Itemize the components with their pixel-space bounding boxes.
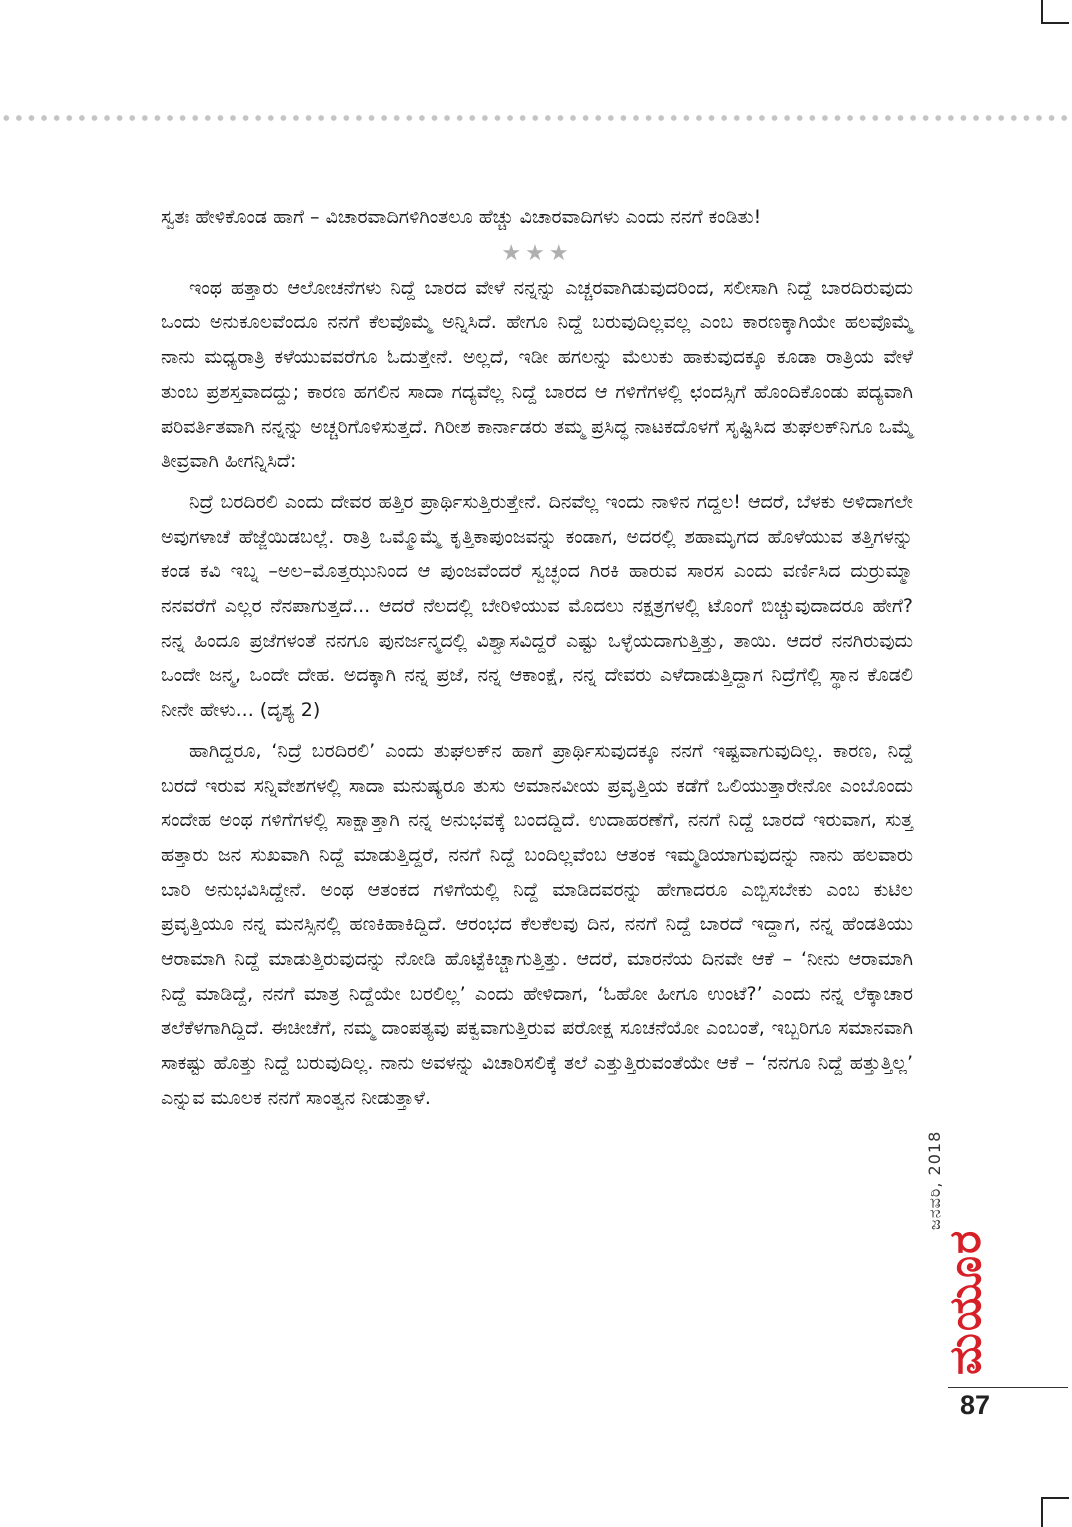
crop-mark-top [1041,0,1069,24]
magazine-logo: ಮಯೂರ [940,1228,991,1375]
quote-paragraph: ನಿದ್ರೆ ಬರದಿರಲಿ ಎಂದು ದೇವರ ಹತ್ತಿರ ಪ್ರಾರ್ಥಿಸುತ್ತಿರುತ್ತೇನೆ. ದಿನವೆಲ್ಲ ಇಂದು ನಾಳಿನ ಗದ್ದಲ! ಆದರೆ, ಬೆಳಕು ಅಳಿದಾಗಲೇ ಅವುಗಳಾಚೆ ಹೆಜ್ಜೆಯಿಡಬಲ್ಲೆ. ರಾತ್ರಿ ಒಮ್ಮೊಮ್ಮೆ ಕೃತ್ತಿಕಾಪುಂಜವನ್ನು ಕಂಡಾಗ, ಅದರಲ್ಲಿ ಶಹಾಮೃಗದ ಹೊಳೆಯುವ ತತ್ತಿಗಳನ್ನು ಕಂಡ ಕವಿ ಇಬ್ನ –ಅಲ–ಮೊತ್ತಝುನಿಂದ ಆ ಪುಂಜವೆಂದರೆ ಸ್ವಚ್ಛಂದ ಗಿರಕಿ ಹಾರುವ ಸಾರಸ ಎಂದು ವರ್ಣಿಸಿದ ದುರ್‍ರುಮ್ಮಾ ನನವರೆಗೆ ಎಲ್ಲರ ನೆನಪಾಗುತ್ತದೆ... ಆದರೆ ನೆಲದಲ್ಲಿ ಬೇರಿಳಿಯುವ ಮೊದಲು ನಕ್ಷತ್ರಗಳಲ್ಲಿ ಟೊಂಗೆ ಬಿಚ್ಚುವುದಾದರೂ ಹೇಗೆ? ನನ್ನ ಹಿಂದೂ ಪ್ರಜೆಗಳಂತೆ ನನಗೂ ಪುನರ್ಜನ್ಮದಲ್ಲಿ ವಿಶ್ವಾಸವಿದ್ದರೆ ಎಷ್ಟು ಒಳ್ಳೆಯದಾಗುತ್ತಿತ್ತು, ತಾಯಿ. ಆದರೆ ನನಗಿರುವುದು ಒಂದೇ ಜನ್ಮ, ಒಂದೇ ದೇಹ. ಅದಕ್ಕಾಗಿ ನನ್ನ ಪ್ರಜೆ, ನನ್ನ ಆಕಾಂಕ್ಷೆ, ನನ್ನ ದೇವರು ಎಳೆದಾಡುತ್ತಿದ್ದಾಗ ನಿದ್ರೆಗೆಲ್ಲಿ ಸ್ಥಾನ ಕೊಡಲಿ ನೀನೇ ಹೇಳು... (ದೃಶ್ಯ 2) [161,490,913,722]
footer-rule [948,1387,1068,1388]
dotted-divider [0,114,1072,122]
crop-mark-bottom [1041,1497,1069,1527]
lead-paragraph: ಸ್ವತಃ ಹೇಳಿಕೊಂಡ ಹಾಗೆ – ವಿಚಾರವಾದಿಗಳಿಗಿಂತಲೂ ಹೆಚ್ಚು ವಿಚಾರವಾದಿಗಳು ಎಂದು ನನಗೆ ಕಂಡಿತು! [161,206,762,228]
paragraph-3: ಹಾಗಿದ್ದರೂ, ‘ನಿದ್ರೆ ಬರದಿರಲಿ’ ಎಂದು ತುಘಲಕ್‌ನ ಹಾಗೆ ಪ್ರಾರ್ಥಿಸುವುದಕ್ಕೂ ನನಗೆ ಇಷ್ಟವಾಗುವುದಿಲ್ಲ. ಕಾರಣ, ನಿದ್ದೆ ಬರದೆ ಇರುವ ಸನ್ನಿವೇಶಗಳಲ್ಲಿ ಸಾದಾ ಮನುಷ್ಯರೂ ತುಸು ಅಮಾನವೀಯ ಪ್ರವೃತ್ತಿಯ ಕಡೆಗೆ ಒಲಿಯುತ್ತಾರೇನೋ ಎಂಬೊಂದು ಸಂದೇಹ ಅಂಥ ಗಳಿಗೆಗಳಲ್ಲಿ ಸಾಕ್ಷಾತ್ತಾಗಿ ನನ್ನ ಅನುಭವಕ್ಕೆ ಬಂದದ್ದಿದೆ. ಉದಾಹರಣೆಗೆ, ನನಗೆ ನಿದ್ದೆ ಬಾರದೆ ಇರುವಾಗ, ಸುತ್ತ ಹತ್ತಾರು ಜನ ಸುಖವಾಗಿ ನಿದ್ದೆ ಮಾಡುತ್ತಿದ್ದರೆ, ನನಗೆ ನಿದ್ದೆ ಬಂದಿಲ್ಲವೆಂಬ ಆತಂಕ ಇಮ್ಮಡಿಯಾಗುವುದನ್ನು ನಾನು ಹಲವಾರು ಬಾರಿ ಅನುಭವಿಸಿದ್ದೇನೆ. ಅಂಥ ಆತಂಕದ ಗಳಿಗೆಯಲ್ಲಿ ನಿದ್ದೆ ಮಾಡಿದವರನ್ನು ಹೇಗಾದರೂ ಎಬ್ಬಿಸಬೇಕು ಎಂಬ ಕುಟಿಲ ಪ್ರವೃತ್ತಿಯೂ ನನ್ನ ಮನಸ್ಸಿನಲ್ಲಿ ಹಣಕಿಹಾಕಿದ್ದಿದೆ. ಆರಂಭದ ಕೆಲಕೆಲವು ದಿನ, ನನಗೆ ನಿದ್ದೆ ಬಾರದೆ ಇದ್ದಾಗ, ನನ್ನ ಹೆಂಡತಿಯು ಆರಾಮಾಗಿ ನಿದ್ದೆ ಮಾಡುತ್ತಿರುವುದನ್ನು ನೋಡಿ ಹೊಟ್ಟೆಕಿಚ್ಚಾಗುತ್ತಿತ್ತು. ಆದರೆ, ಮಾರನೆಯ ದಿನವೇ ಆಕೆ – ‘ನೀನು ಆರಾಮಾಗಿ ನಿದ್ದೆ ಮಾಡಿದ್ದೆ, ನನಗೆ ಮಾತ್ರ ನಿದ್ದೆಯೇ ಬರಲಿಲ್ಲ’ ಎಂದು ಹೇಳಿದಾಗ, ‘ಓಹೋ ಹೀಗೂ ಉಂಟೆ?’ ಎಂದು ನನ್ನ ಲೆಕ್ಕಾಚಾರ ತಲೆಕೆಳಗಾಗಿದ್ದಿದೆ. ಈಚೀಚೆಗೆ, ನಮ್ಮ ದಾಂಪತ್ಯವು ಪಕ್ವವಾಗುತ್ತಿರುವ ಪರೋಕ್ಷ ಸೂಚನೆಯೋ ಎಂಬಂತೆ, ಇಬ್ಬರಿಗೂ ಸಮಾನವಾಗಿ ಸಾಕಷ್ಟು ಹೊತ್ತು ನಿದ್ದೆ ಬರುವುದಿಲ್ಲ. ನಾನು ಅವಳನ್ನು ವಿಚಾರಿಸಲಿಕ್ಕೆ ತಲೆ ಎತ್ತುತ್ತಿರುವಂತೆಯೇ ಆಕೆ – ‘ನನಗೂ ನಿದ್ದೆ ಹತ್ತುತ್ತಿಲ್ಲ’ ಎನ್ನುವ ಮೂಲಕ ನನಗೆ ಸಾಂತ್ವನ ನೀಡುತ್ತಾಳೆ. [161,739,913,1109]
article-body [161,200,913,1116]
section-break-stars: ★★★ [501,240,573,266]
page-number: 87 [960,1390,991,1420]
paragraph-1: ಇಂಥ ಹತ್ತಾರು ಆಲೋಚನೆಗಳು ನಿದ್ದೆ ಬಾರದ ವೇಳೆ ನನ್ನನ್ನು ಎಚ್ಚರವಾಗಿಡುವುದರಿಂದ, ಸಲೀಸಾಗಿ ನಿದ್ದೆ ಬಾರದಿರುವುದು ಒಂದು ಅನುಕೂಲವೆಂದೂ ನನಗೆ ಕೆಲವೊಮ್ಮೆ ಅನ್ನಿಸಿದೆ. ಹೇಗೂ ನಿದ್ದೆ ಬರುವುದಿಲ್ಲವಲ್ಲ ಎಂಬ ಕಾರಣಕ್ಕಾಗಿಯೇ ಹಲವೊಮ್ಮೆ ನಾನು ಮಧ್ಯರಾತ್ರಿ ಕಳೆಯುವವರೆಗೂ ಓದುತ್ತೇನೆ. ಅಲ್ಲದೆ, ಇಡೀ ಹಗಲನ್ನು ಮೆಲುಕು ಹಾಕುವುದಕ್ಕೂ ಕೂಡಾ ರಾತ್ರಿಯ ವೇಳೆ ತುಂಬ ಪ್ರಶಸ್ತವಾದದ್ದು; ಕಾರಣ ಹಗಲಿನ ಸಾದಾ ಗದ್ಯವೆಲ್ಲ ನಿದ್ದೆ ಬಾರದ ಆ ಗಳಿಗೆಗಳಲ್ಲಿ ಛಂದಸ್ಸಿಗೆ ಹೊಂದಿಕೊಂಡು ಪದ್ಯವಾಗಿ ಪರಿವರ್ತಿತವಾಗಿ ನನ್ನನ್ನು ಅಚ್ಚರಿಗೊಳಿಸುತ್ತದೆ. ಗಿರೀಶ ಕಾರ್ನಾಡರು ತಮ್ಮ ಪ್ರಸಿದ್ಧ ನಾಟಕದೊಳಗೆ ಸೃಷ್ಟಿಸಿದ ತುಘಲಕ್‌ನಿಗೂ ಒಮ್ಮೆ ತೀವ್ರವಾಗಿ ಹೀಗನ್ನಿಸಿದೆ: [161,276,913,473]
issue-date: ಜನವರಿ, 2018 [925,1130,944,1230]
